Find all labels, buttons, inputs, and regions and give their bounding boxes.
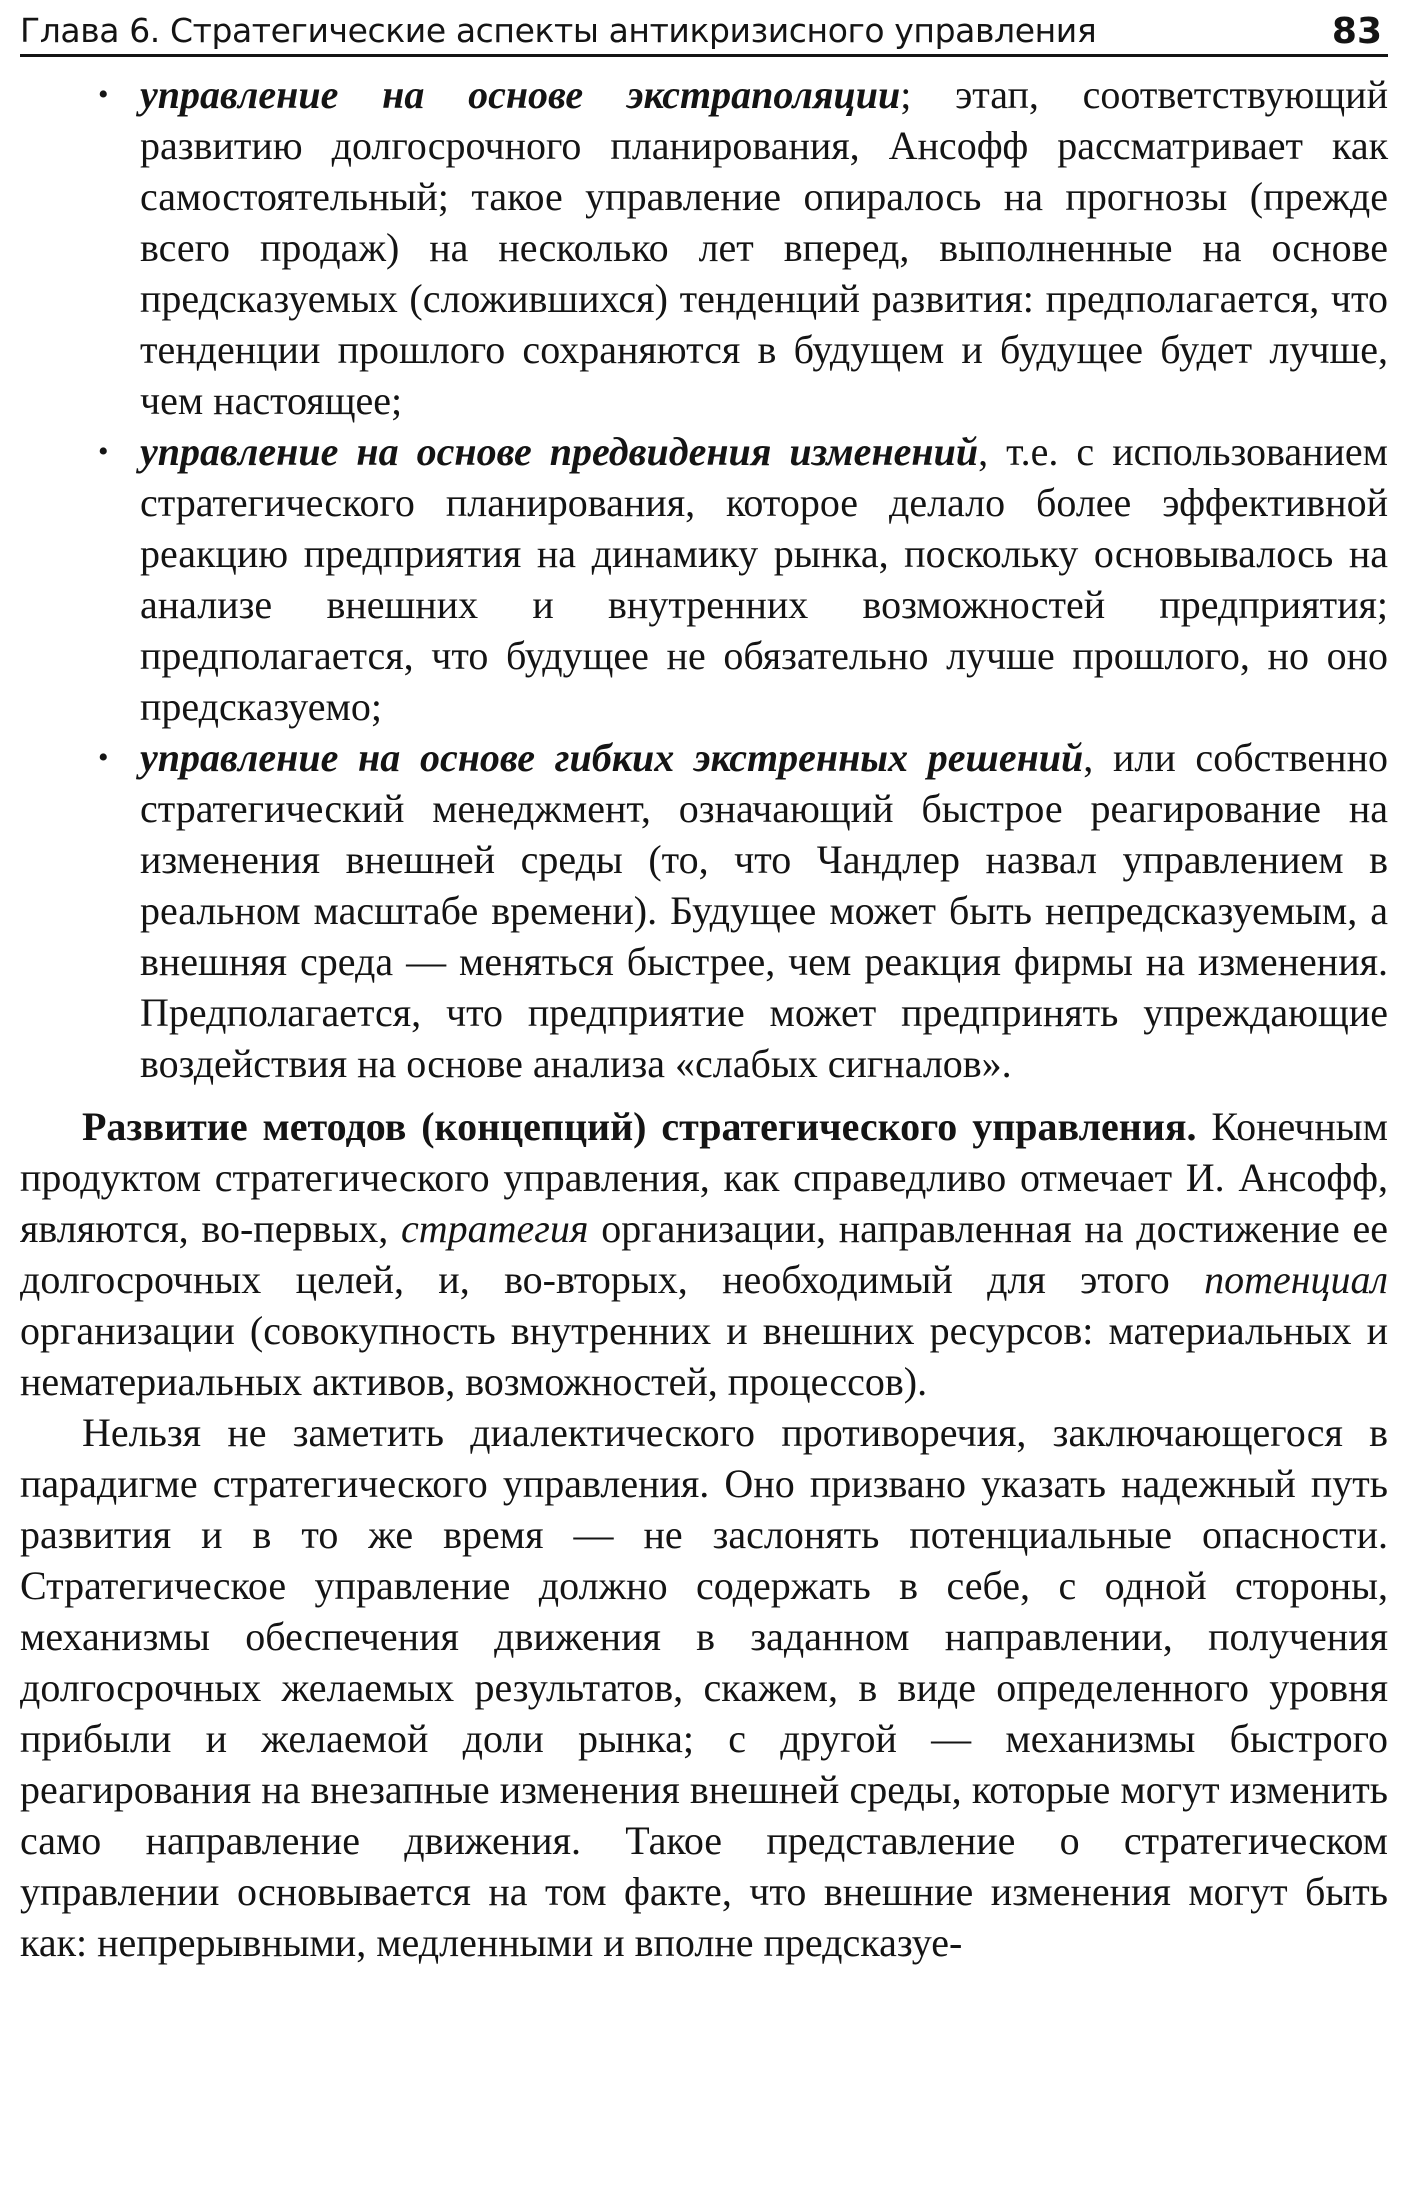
list-item	[98, 426, 1388, 732]
page-number: 83	[1331, 11, 1382, 52]
list-item-text: , т.е. с использованием стратегического планирования, которое делало более эффективной реакцию предприятия на динамику рынка, поскольку основывалось на анализе внешних и внутренних возможностей предприятия; предполагается, что будущее не обязательно лучше прошлого, но оно предсказуемо;	[140, 429, 1388, 729]
page-body	[20, 69, 1388, 1968]
list-item-term: управление на основе гибких экстренных решений	[140, 735, 1084, 780]
list-item	[98, 69, 1388, 426]
paragraph-text: Нельзя не заметить диалектического противоречия, заключающегося в парадигме стратегического управления. Оно призвано указать надежный путь развития и в то же время — не заслонять потенциальные опасности. Стратегическое управление должно содержать в себе, с одной стороны, механизмы обеспечения движения в заданном направлении, получения долгосрочных желаемых результатов, скажем, в виде определенного уровня прибыли и желаемой доли рынка; с другой — механизмы быстрого реагирования на внезапные изменения внешней среды, которые могут изменить само направление движения. Такое представление о стратегическом управлении основывается на том факте, что внешние изменения могут быть как: непрерывными, медленными и вполне предсказуе-	[20, 1410, 1388, 1965]
bullet-icon: •	[98, 435, 109, 468]
approaches-list	[20, 69, 1388, 1089]
list-item-text: ; этап, соответствующий развитию долгосрочного планирования, Ансофф рассматривает как самостоятельный; такое управление опиралось на прогнозы (прежде всего продаж) на несколько лет вперед, выполненные на основе предсказуемых (сложившихся) тенденций развития: предполагается, что тенденции прошлого сохраняются в будущем и будущее будет лучше, чем настоящее;	[140, 72, 1388, 423]
list-item	[98, 732, 1388, 1089]
paragraph-strategy-development	[20, 1101, 1388, 1407]
paragraph-text: Конечным продуктом стратегического управления, как справедливо отмечает И. Ансофф, являются, во-первых,	[20, 1104, 1388, 1251]
paragraph-text: организации (совокупность внутренних и внешних ресурсов: материальных и нематериальных активов, возможностей, процессов).	[20, 1308, 1388, 1404]
bullet-icon: •	[98, 78, 109, 111]
list-item-text: , или собственно стратегический менеджмент, означающий быстрое реагирование на изменения внешней среды (то, что Чандлер назвал управлением в реальном масштабе времени). Будущее может быть непредсказуемым, а внешняя среда — меняться быстрее, чем реакция фирмы на изменения. Предполагается, что предприятие может предпринять упреждающие воздействия на основе анализа «слабых сигналов».	[140, 735, 1388, 1086]
run-in-heading: Развитие методов (концепций) стратегического управления.	[82, 1104, 1197, 1149]
chapter-title: Глава 6. Стратегические аспекты антикризисного управления	[20, 11, 1097, 50]
bullet-icon: •	[98, 741, 109, 774]
emphasis-term: потенциал	[1204, 1257, 1388, 1302]
emphasis-term: стратегия	[401, 1206, 589, 1251]
list-item-term: управление на основе экстраполяции	[140, 72, 901, 117]
running-header	[20, 6, 1388, 57]
paragraph-dialectic	[20, 1407, 1388, 1968]
paragraph-text: организации, направленная на достижение ее долгосрочных целей, и, во-вторых, необходимый для этого	[20, 1206, 1388, 1302]
list-item-term: управление на основе предвидения изменений	[140, 429, 979, 474]
